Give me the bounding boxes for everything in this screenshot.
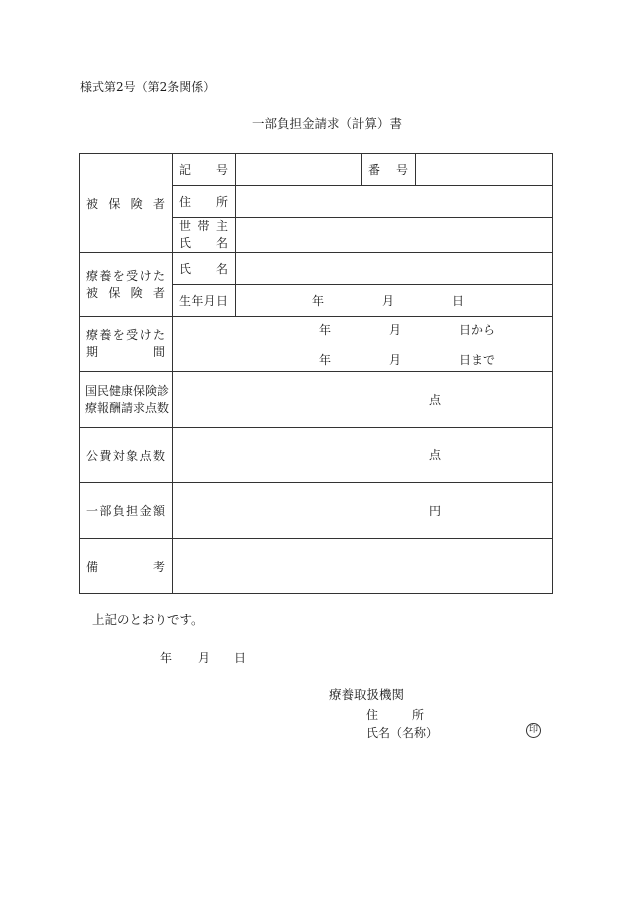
period-from-month-unit: 月	[389, 323, 402, 337]
period-from-day-unit: 日から	[459, 323, 496, 337]
insured-label-cell	[80, 154, 173, 253]
form-number-label: 様式第2号（第2条関係）	[80, 80, 216, 94]
symbol-value-field[interactable]	[236, 154, 362, 186]
patient-name-label: 氏 名	[179, 262, 228, 276]
remarks-field[interactable]	[173, 539, 553, 594]
public-points-label-cell	[80, 428, 173, 483]
document-title: 一部負担金請求（計算）書	[252, 116, 403, 131]
period-to-day-unit: 日まで	[459, 353, 496, 367]
birthdate-label: 生 年 月 日	[179, 294, 228, 308]
institution-label: 療養取扱機関	[329, 687, 405, 702]
claim-points-label-line2: 療報酬請求点数	[85, 400, 170, 415]
copay-label-cell	[80, 483, 173, 539]
householder-label-line2: 氏 名	[179, 236, 228, 250]
period-label-line1: 療 養 を 受 け た	[86, 328, 165, 342]
remarks-label-cell	[80, 539, 173, 594]
number-value-field[interactable]	[416, 154, 553, 186]
copay-unit: 円	[429, 504, 442, 518]
signature-date	[160, 652, 246, 664]
householder-name-field[interactable]	[236, 218, 553, 253]
patient-name-label-cell	[173, 253, 236, 285]
insured-address-label-cell	[173, 186, 236, 218]
period-label-cell	[80, 317, 173, 372]
dob-day-unit: 日	[452, 294, 465, 308]
birthdate-label-cell	[173, 285, 236, 317]
confirmation-text: 上記のとおりです。	[92, 612, 204, 627]
insured-address-field[interactable]	[236, 186, 553, 218]
householder-label-line1: 世 帯 主	[179, 219, 228, 233]
public-points-label: 公 費 対 象 点 数	[86, 448, 165, 463]
institution-address-label: 住 所	[366, 708, 425, 722]
claim-form-table	[79, 153, 553, 594]
signature-year-unit: 年	[160, 651, 173, 665]
householder-name-label-cell	[173, 218, 236, 253]
claim-points-unit: 点	[429, 393, 442, 407]
remarks-label: 備 考	[86, 559, 165, 574]
symbol-label-cell	[173, 154, 236, 186]
period-label-line2: 期 間	[86, 345, 165, 359]
signature-day-unit: 日	[234, 651, 247, 665]
institution-name-label: 氏名（名称）	[366, 726, 439, 740]
period-to-year-unit: 年	[319, 353, 332, 367]
symbol-label: 記 号	[179, 163, 228, 177]
patient-label-cell	[80, 253, 173, 317]
patient-label-line2: 被 保 険 者	[86, 285, 165, 300]
seal-mark: 印	[526, 723, 541, 738]
signature-month-unit: 月	[198, 651, 211, 665]
insured-address-label: 住 所	[179, 195, 228, 209]
dob-year-unit: 年	[312, 294, 325, 308]
period-from-year-unit: 年	[319, 323, 332, 337]
birthdate-field[interactable]	[236, 285, 553, 317]
period-field[interactable]	[173, 317, 553, 372]
claim-points-label-cell	[80, 372, 173, 428]
insured-label: 被 保 険 者	[86, 196, 165, 211]
public-points-unit: 点	[429, 448, 442, 462]
patient-label-line1: 療 養 を 受 け た	[86, 268, 165, 283]
number-label: 番 号	[368, 163, 408, 177]
dob-month-unit: 月	[382, 294, 395, 308]
number-label-cell	[362, 154, 416, 186]
claim-points-label-line1: 国民健康保険診	[85, 383, 170, 398]
patient-name-field[interactable]	[236, 253, 553, 285]
claim-points-field[interactable]	[173, 372, 553, 428]
period-to-month-unit: 月	[389, 353, 402, 367]
copay-amount-field[interactable]	[173, 483, 553, 539]
copay-label: 一 部 負 担 金 額	[86, 504, 165, 518]
public-points-field[interactable]	[173, 428, 553, 483]
